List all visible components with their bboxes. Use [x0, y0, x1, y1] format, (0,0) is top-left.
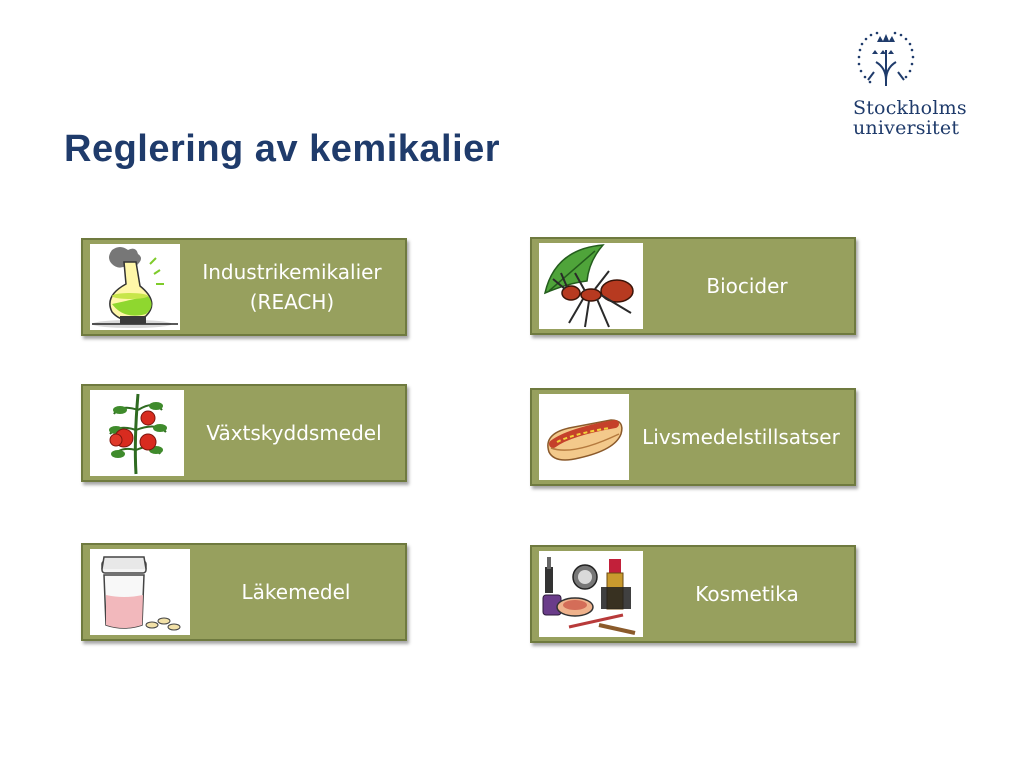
ant-icon — [539, 243, 643, 329]
card-label: Biocider — [706, 274, 788, 298]
card-label: Industrikemikalier (REACH) — [202, 260, 382, 314]
logo-line-2: universitet — [853, 117, 960, 139]
card-label: Livsmedelstillsatser — [642, 425, 840, 449]
card-biocider[interactable] — [530, 237, 856, 335]
pill-jar-icon — [90, 549, 190, 635]
cosmetics-icon — [539, 551, 643, 637]
logo-line-1: Stockholms — [853, 97, 967, 119]
card-label: Läkemedel — [241, 580, 351, 604]
card-lakemedel[interactable] — [81, 543, 407, 641]
hotdog-icon — [539, 394, 629, 480]
slide-title: Reglering av kemikalier — [64, 128, 501, 170]
card-kosmetika[interactable] — [530, 545, 856, 643]
logo-wordmark — [853, 98, 967, 138]
tomato-plant-icon — [90, 390, 184, 476]
card-livsmedelstillsatser[interactable] — [530, 388, 856, 486]
card-industrikemikalier[interactable] — [81, 238, 407, 336]
flask-icon — [90, 244, 180, 330]
card-label: Kosmetika — [695, 582, 799, 606]
card-label: Växtskyddsmedel — [206, 421, 382, 445]
card-vaxtskyddsmedel[interactable] — [81, 384, 407, 482]
